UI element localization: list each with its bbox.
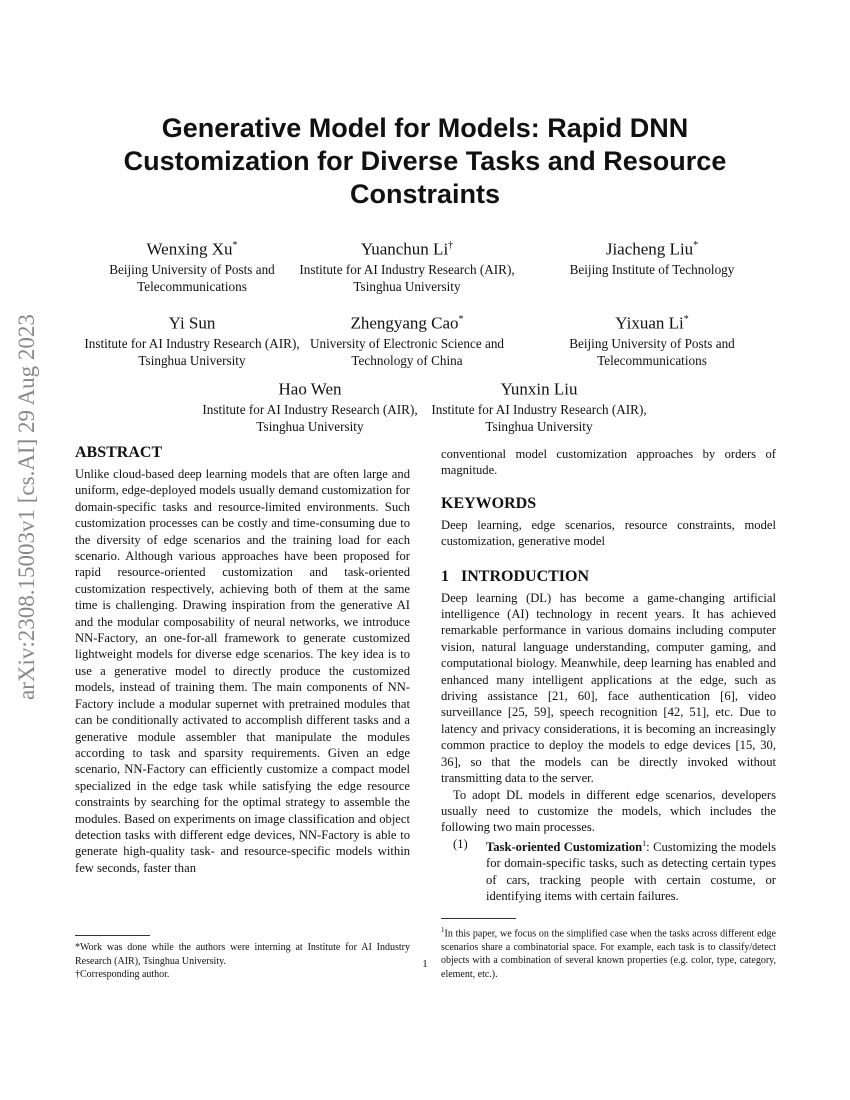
- intro-paragraph-1: Deep learning (DL) has become a game-changing artificial intelligence (AI) technology in recent years. It has achieved remarkable performance in various domains including computer vision, natural language understanding, computer gaming, and computational biology. Meanwhile, deep learning has enabled and enhanced many intelligent applications at the edge, such as driving assistance [21, 60], face authentication [6], video surveillance [25, 59], speech recognition [42, 51], etc. Due to latency and privacy considerations, it is becoming an increasingly common practice to deploy the models to edge devices [15, 30, 36], so that the models can be directly invoked without transmitting data to the server.: [441, 590, 776, 786]
- paper-title: Generative Model for Models: Rapid DNN Customization for Diverse Tasks and Resource Constraints: [123, 113, 727, 209]
- footnote-corresponding: †Corresponding author.: [75, 969, 170, 980]
- author-block: [532, 309, 772, 369]
- footnote-number: 1: [441, 926, 445, 934]
- author-affiliation: Institute for AI Industry Research (AIR), Tsinghua University: [299, 261, 515, 294]
- author-name: Jiacheng Liu*: [605, 239, 699, 259]
- author-affiliation: Institute for AI Industry Research (AIR), Tsinghua University: [84, 335, 300, 368]
- keywords-heading: KEYWORDS: [441, 494, 537, 512]
- arxiv-identifier: arXiv:2308.15003v1 [cs.AI] 29 Aug 2023: [14, 314, 39, 700]
- list-item: [453, 836, 776, 905]
- author-name: Yixuan Li*: [615, 313, 689, 333]
- author-affiliation: University of Electronic Science and Technology of China: [309, 335, 505, 368]
- intro-heading: 1 INTRODUCTION: [441, 567, 590, 585]
- author-name: Yunxin Liu: [500, 379, 578, 399]
- abstract-heading: ABSTRACT: [75, 444, 163, 461]
- page-number: 1: [422, 958, 428, 970]
- author-affiliation: Beijing Institute of Technology: [569, 261, 735, 277]
- author-affiliation: Institute for AI Industry Research (AIR), Tsinghua University: [202, 401, 418, 434]
- author-name: Hao Wen: [278, 379, 342, 399]
- author-block: [532, 235, 772, 278]
- author-name: Yuanchun Li†: [360, 239, 454, 259]
- intro-paragraph-2: To adopt DL models in different edge scenarios, developers usually need to customize the models, which includes the following two main processes.: [441, 787, 776, 835]
- author-block: [419, 375, 659, 435]
- author-affiliation: Beijing University of Posts and Telecommunications: [109, 261, 275, 294]
- author-affiliation: Institute for AI Industry Research (AIR), Tsinghua University: [431, 401, 647, 434]
- author-block: [287, 309, 527, 369]
- author-name: Yi Sun: [168, 313, 216, 333]
- author-affiliation: Beijing University of Posts and Telecommunications: [569, 335, 735, 368]
- footnote-text: In this paper, we focus on the simplified case when the tasks across different edge scenarios share a combinatorial space. For example, each task is to classify/detect objects with a combination of several known properties (e.g. color, type, category, element, etc.).: [441, 928, 776, 980]
- author-name: Wenxing Xu*: [146, 239, 238, 259]
- abstract-continued: conventional model customization approaches by orders of magnitude.: [441, 447, 776, 478]
- footnote-ref: 1: [642, 838, 647, 848]
- right-column: [441, 446, 776, 905]
- footnote-rule: [441, 918, 516, 919]
- abstract-text: Unlike cloud-based deep learning models that are often large and uniform, edge-deployed models usually demand customization for domain-specific tasks and resource-limited environments. Such customization processes can be costly and time-consuming due to the diversity of edge scenarios and the training load for each scenario. Although various approaches have been proposed for rapid resource-oriented customization and task-oriented customization respectively, achieving both of them at the same time is challenging. Drawing inspiration from the generative AI and the modular composability of neural networks, we introduce NN-Factory, an one-for-all framework to generate customized lightweight models for diverse edge scenarios. The key idea is to use a generative model to directly produce the customized models, instead of training them. The main components of NN-Factory include a modular supernet with pretrained modules that can be conditionally activated to accomplish different tasks and a generative module assembler that manipulate the modules according to task and sparsity requirements. Given an edge scenario, NN-Factory can efficiently customize a compact model specialized in the edge task while satisfying the edge resource constraints by searching for the optimal strategy to assemble the modules. Based on experiments on image classification and object detection tasks with different edge devices, NN-Factory is able to generate high-quality task- and resource-specific models within few seconds, faster than: [75, 467, 410, 875]
- author-name: Zhengyang Cao*: [350, 313, 464, 333]
- list-item-title: Task-oriented Customization: [486, 839, 643, 854]
- footnote-rule: [75, 935, 150, 936]
- author-block: [190, 375, 430, 435]
- footnote-work: *Work was done while the authors were interning at Institute for AI Industry Research (AIR), Tsinghua University.: [75, 942, 410, 967]
- author-block: [72, 309, 312, 369]
- list-number: (1): [453, 836, 468, 851]
- author-block: [287, 235, 527, 295]
- author-block: [72, 235, 312, 295]
- footnotes-right: [441, 918, 776, 981]
- left-column: [75, 443, 410, 876]
- keywords-text: Deep learning, edge scenarios, resource constraints, model customization, generative model: [441, 517, 776, 549]
- list-item-text: : Customizing the models for domain-specific tasks, such as detecting certain types of cars, tracking people with certain costume, or identifying items with certain failures.: [486, 839, 776, 904]
